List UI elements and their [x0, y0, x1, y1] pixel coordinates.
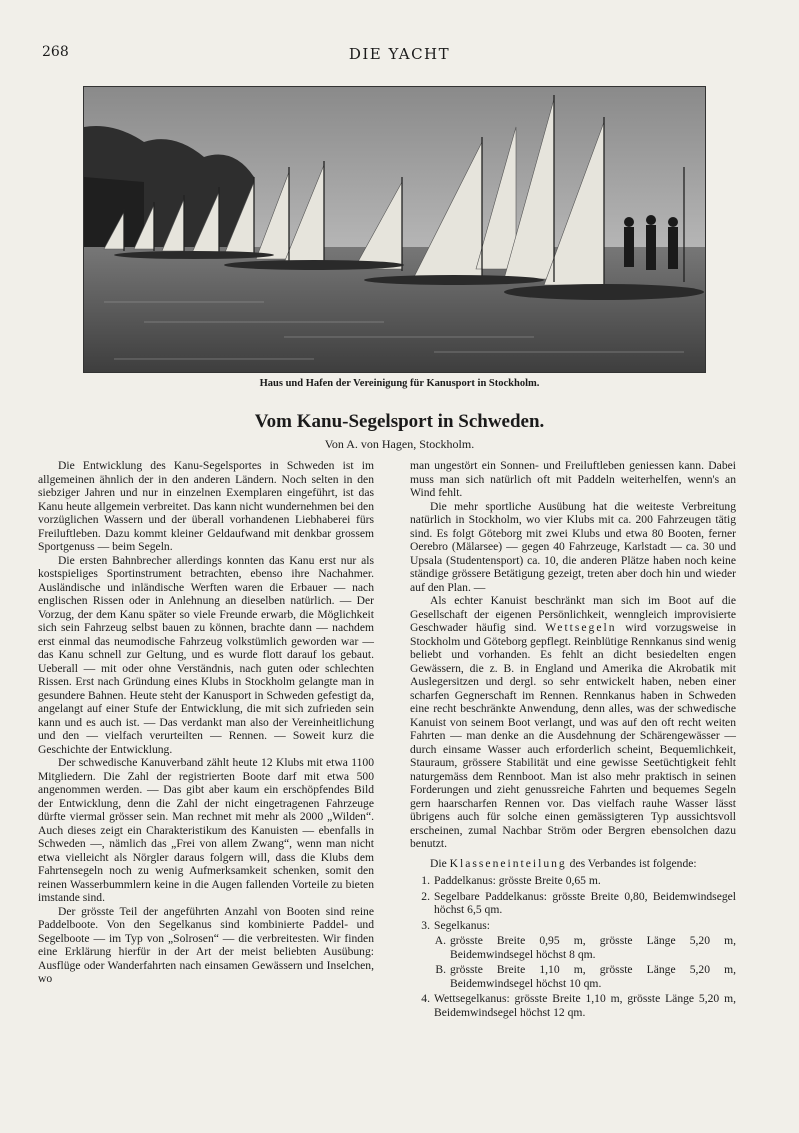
text-run: des Verbandes ist folgende: — [569, 856, 697, 870]
right-column — [410, 459, 736, 1019]
text-run: wird vorzugsweise in Stockholm und Göteborg gepflegt. Reinblütige Rennkanus sind wenig beliebt und vorhanden. Es fehlt an dicht besiedelten engen Gewässern, die z. B. in England und Amerika die Akrobatik mit Auslegersitzen und dergl. so sehr entwickelt haben, neben einer scharfen Gegnerschaft im Rennen. Rennkanus haben in Schweden eine recht beschränkte Anwendung, denn alles, was der schwedische Kanuist von seinem Boot verlangt, und was auf den oft recht weiten Fahrten — man denke an die Ausdehnung der Schärengewässer — durch einsame Wasser auch erforderlich scheint, Bequemlichkeit, Stauraum, grössere Stabilität und eine gewisse Seetüchtigkeit fehlt naturgemäss dem Rennboot. Man ist also mehr praktisch in seinen Forderungen und zieht genussreiche Fahrten und bequemes Segeln gern haarscharfen Rennen vor. Das vielfach rauhe Wasser lässt übrigens auch für solche einen gemässigteren Typ aussichtsvoll erscheinen, zumal Nachbar Ström oder Bergren ebensolchen dazu benutzt. — [410, 621, 737, 850]
paragraph — [410, 594, 736, 851]
left-column — [38, 459, 374, 986]
class-text: grösste Breite 1,10 m, grösste Länge 5,20 m, Beidemwindsegel höchst 10 qm. — [450, 963, 736, 990]
class-text: Segelkanus: — [434, 918, 491, 932]
class-item — [410, 992, 736, 1019]
class-number: 3. — [421, 918, 430, 932]
classes-intro — [410, 857, 736, 871]
text-run: Die — [430, 856, 447, 870]
class-number: 2. — [421, 889, 430, 903]
class-list — [410, 874, 736, 1019]
class-number: 1. — [421, 874, 430, 887]
paragraph: Der schwedische Kanuverband zählt heute 12 Klubs mit etwa 1100 Mitgliedern. Die Zahl der registrierten Boote darf mit etwa 500 angenommen werden. — Das gibt aber kaum ein erschöpfendes Bild der Entwicklung, denn die Zahl der nicht eingetragenen Fahrzeuge dürfte viermal grösser sein. Man rechnet mit mehr als 2000 „Wilden“. Auch dieses zeigt ein Charakteristikum des Kanuisten — ebenfalls in Schweden —, nämlich das „Frei von allem Zwang“, wenn man nicht etwa vielleicht als Nörgler daraus folgern will, dass die Klubs dem Fahrtensegeln noch zu wenig Aufmerksamkeit schenken, somit den reinen Wasserbummlern keine in die Augen fallenden Vorteile zu bieten imstande sind. — [38, 756, 374, 904]
class-item — [410, 874, 736, 888]
paragraph: Die mehr sportliche Ausübung hat die weiteste Verbreitung natürlich in Stockholm, wo vier Klubs mit ca. 200 Fahrzeugen tätig sind. Es folgt Göteborg mit zwei Klubs und etwa 80 Booten, ferner Oerebro (Mälarsee) — gegen 40 Fahrzeuge, Karlstadt — ca. 30 und Upsala (Studentensport) ca. 10, die anderen Plätze haben noch keine ständige grössere Betätigung gezeigt, treten aber doch hin und wieder auf den Plan. — — [410, 499, 736, 594]
text-run: Als echter Kanuist beschränkt man sich im Boot auf die Gesellschaft der eigenen Persönlichkeit, wenngleich improvisierte Geschwader häufig sind. — [410, 594, 736, 634]
class-text: grösste Breite 0,95 m, grösste Länge 5,20 m, Beidemwindsegel höchst 8 qm. — [450, 934, 736, 961]
class-item — [410, 890, 736, 917]
photo-caption: Haus und Hafen der Vereinigung für Kanusport in Stockholm. — [259, 378, 540, 389]
running-title: DIE YACHT — [348, 45, 451, 63]
spaced-term: Wettsegeln — [545, 621, 617, 634]
paragraph: Der grösste Teil der angeführten Anzahl von Booten sind reine Paddelboote. Von den Segelkanus sind kombinierte Paddel- und Segelboote — im Typ von „Solrosen“ — die verbreitesten. Wir finden eine Erklärung hierfür in der Art der meist beliebten Ausübung: Ausflüge oder Wanderfahrten nach einsamen Gewässern und Inselchen, wo — [38, 904, 374, 985]
spaced-term: Klasseneinteilung — [449, 856, 567, 870]
paragraph: Die Entwicklung des Kanu-Segelsportes in Schweden ist im allgemeinen ähnlich der in den anderen Ländern. Noch selten in den siebziger Jahren und nur in einzelnen Exemplaren eingeführt, ist das Kanu heute allgemein verbreitet. Das kann nicht wundernehmen bei den vorzüglichen Wassern und der überall vorhandenen Liebhaberei fürs Freiluftleben. Dazu kommt kleiner Geldaufwand mit denkbar grossem Sportgenuss — beim Segeln. — [38, 459, 374, 553]
class-subitem — [428, 963, 736, 990]
class-number: B. — [435, 963, 446, 976]
class-text: Wettsegelkanus: grösste Breite 1,10 m, grösste Länge 5,20 m, Beidemwindsegel höchst 12 qm. — [434, 992, 736, 1019]
page-number: 268 — [42, 44, 69, 60]
class-text: Paddelkanus: grösste Breite 0,65 m. — [434, 874, 601, 887]
class-subitem — [428, 934, 736, 961]
class-item — [410, 919, 736, 933]
class-number: 4. — [421, 992, 430, 1005]
article-title: Vom Kanu-Segelsport in Schweden. — [254, 411, 545, 432]
harbor-photo — [83, 86, 706, 373]
paragraph: man ungestört ein Sonnen- und Freiluftleben geniessen kann. Dabei muss man sich natürlich oft mit Paddeln weiterhelfen, wenn's an Wind fehlt. — [410, 459, 736, 499]
article-byline: Von A. von Hagen, Stockholm. — [324, 437, 475, 451]
class-number: A. — [434, 934, 446, 947]
class-text: Segelbare Paddelkanus: grösste Breite 0,80, Beidemwindsegel höchst 6,5 qm. — [434, 889, 736, 916]
paragraph: Die ersten Bahnbrecher allerdings konnten das Kanu erst nur als kostspieliges Sportinstrument betrachten, ebenso ihre Nachahmer. Ausländische und inländische Werften waren die Erbauer — nach englischen Rissen oder in Anlehnung an dieselben natürlich. — Der Vorzug, der dem Kanu später so viele Freunde erwarb, die Möglichkeit sich sein Fahrzeug selbst bauen zu können, brachte dann — nachdem erst einmal das neumodische Fahrzeug volkstümlich geworden war — das Kanu schnell zur Geltung, und es wurde flott darauf los gebaut. Ueberall — mit oder ohne Verständnis, nach guten oder schlechten Rissen. Erst nach Gründung eines Klubs in Stockholm gelangte man in gesundere Bahnen. Heute steht der Kanusport in Schweden gefestigt da, angelangt auf einer Stufe der Entwicklung, die mit sich zufrieden sein kann und es auch ist. — Das verdankt man also der Vereinheitlichung und den — vielfach verurteilten — Rennen. — Soweit kurz die Geschichte der Entwicklung. — [38, 553, 374, 756]
